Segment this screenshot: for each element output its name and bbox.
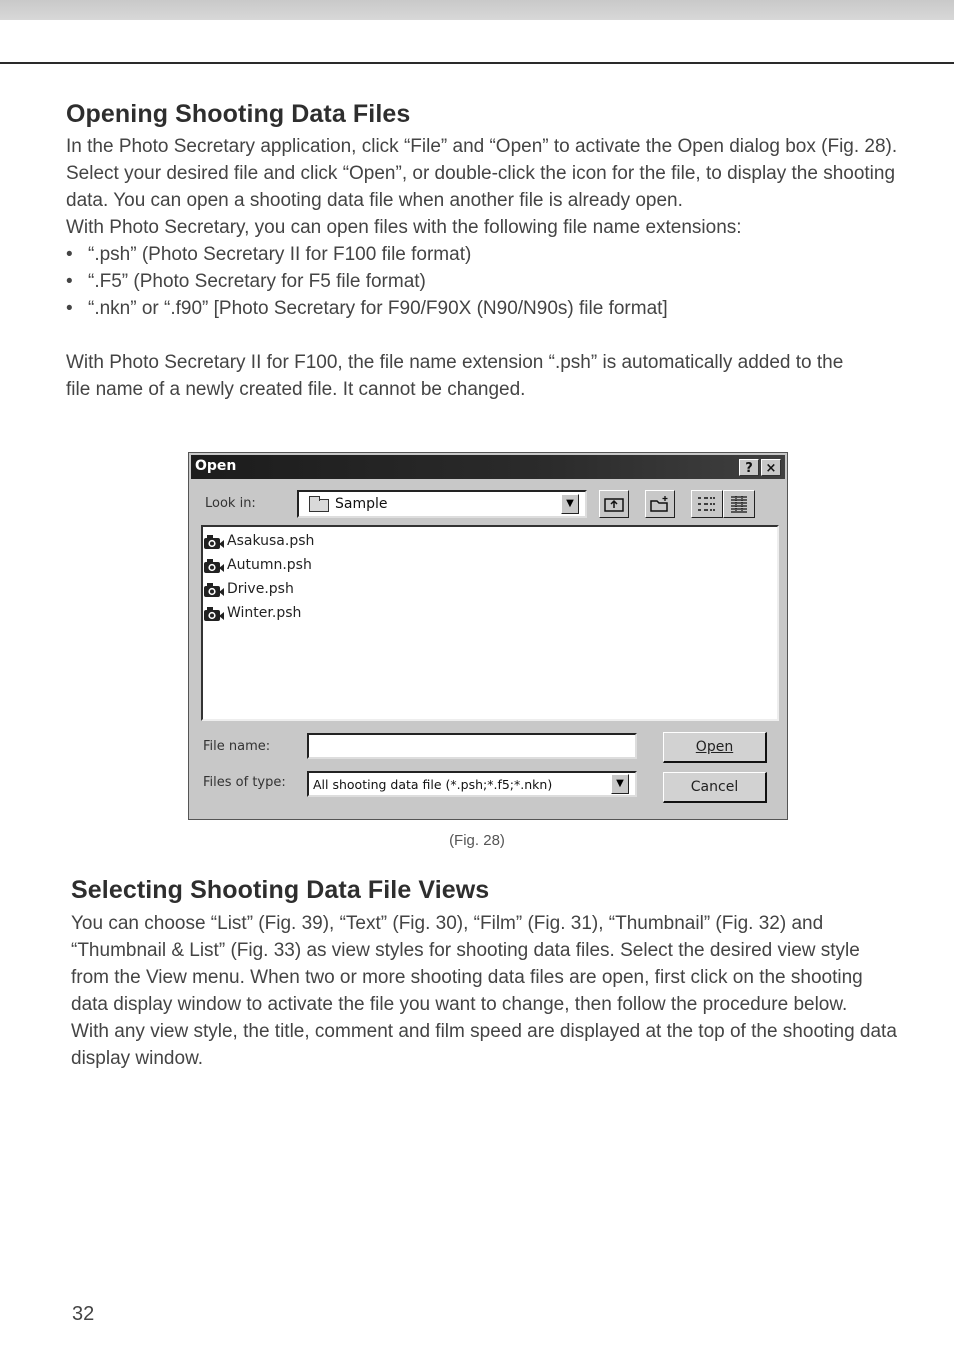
page-header-band [0,0,954,20]
up-one-level-button[interactable] [599,490,629,518]
chevron-down-icon[interactable]: ▼ [611,774,629,794]
section2-body [71,910,901,1072]
extension-list [66,241,906,322]
page-number: 32 [72,1303,95,1325]
file-name: Winter.psh [227,605,302,621]
section1-paragraph-2: With Photo Secretary, you can open files with the following file name extensions: [66,217,742,238]
file-name-input[interactable] [307,733,637,759]
header-rule [0,62,954,64]
look-in-value: Sample [335,496,388,512]
file-list[interactable] [201,525,779,721]
look-in-label: Look in: [205,496,256,511]
section1-body [66,133,906,403]
up-one-level-icon [604,496,624,512]
cancel-button[interactable]: Cancel [663,772,767,803]
new-folder-icon [649,495,671,513]
file-name: Autumn.psh [227,557,312,573]
open-dialog [188,452,788,820]
section-heading-opening: Opening Shooting Data Files [66,100,411,128]
files-of-type-dropdown[interactable] [307,771,637,797]
file-name-label: File name: [203,739,271,754]
section-heading-views: Selecting Shooting Data File Views [71,876,490,904]
list-item: • “.F5” (Photo Secretary for F5 file format) [66,268,906,295]
shooting-data-file-icon [203,582,225,598]
details-view-button[interactable] [723,490,755,518]
folder-icon [309,499,329,512]
list-view-button[interactable] [691,490,723,518]
details-view-icon [728,495,750,513]
section1-paragraph-1: In the Photo Secretary application, click “File” and “Open” to activate the Open dialog box (Fig. 28). Select your desired file and click “Open”, or double-click the icon for the file, to display the shooting data. You can open a shooting data file when another file is already open. [66,136,898,211]
file-name: Asakusa.psh [227,533,315,549]
section1-paragraph-3: With Photo Secretary II for F100, the file name extension “.psh” is automatically added to the file name of a newly created file. It cannot be changed. [66,352,844,400]
dialog-titlebar [191,455,785,479]
open-button[interactable]: Open [663,732,767,763]
shooting-data-file-icon [203,534,225,550]
section2-paragraph-1: You can choose “List” (Fig. 39), “Text” (Fig. 30), “Film” (Fig. 31), “Thumbnail” (Fig. 32) and “Thumbnail & List” (Fig. 33) as view styles for shooting data files. Select the desired view style from the View menu. When two or more shooting data files are open, first click on the shooting data display window to activate the file you want to change, then follow the procedure below. [71,913,863,1015]
close-button[interactable]: × [761,459,781,476]
help-button[interactable]: ? [739,459,759,476]
section2-paragraph-2: With any view style, the title, comment and film speed are displayed at the top of the shooting data display window. [71,1021,897,1069]
list-item: • “.nkn” or “.f90” [Photo Secretary for F90/F90X (N90/N90s) file format] [66,295,906,322]
shooting-data-file-icon [203,558,225,574]
chevron-down-icon[interactable]: ▼ [561,494,579,514]
figure-caption: (Fig. 28) [449,832,505,849]
look-in-dropdown[interactable] [297,490,587,518]
list-item: • “.psh” (Photo Secretary II for F100 file format) [66,241,906,268]
new-folder-button[interactable] [645,490,675,518]
files-of-type-label: Files of type: [203,775,286,790]
file-name: Drive.psh [227,581,294,597]
files-of-type-value: All shooting data file (*.psh;*.f5;*.nkn) [313,777,553,792]
shooting-data-file-icon [203,606,225,622]
dialog-title: Open [195,458,237,474]
list-view-icon [696,495,718,513]
